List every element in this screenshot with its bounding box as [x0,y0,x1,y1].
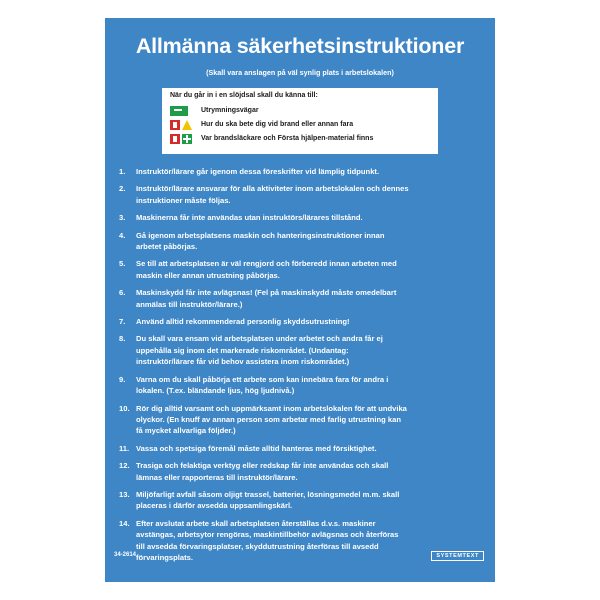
list-item: 11. Vassa och spetsiga föremål måste alltid hanteras med försiktighet. [119,443,377,453]
list-item: 2. Instruktör/lärare ansvarar för alla aktiviteter inom arbetslokalen och dennes instruktioner måste följas. [119,184,409,205]
list-item: 1. Instruktör/lärare går igenom dessa föreskrifter vid lämplig tidpunkt. [119,167,380,176]
info-box [162,88,438,154]
list-item: 14. Efter avslutat arbete skall arbetsplatsen återställas d.v.s. maskiner avstängas, arbetsytor rengöras, maskintillbehör avlägsnas och återföras till avsedda förvaringsplatser, skyddutrustning återföras till avsedd förvaringsplats. [119,518,399,562]
info-row-label: Var brandsläckare och Första hjälpen-material finns [201,135,374,142]
info-row-equipment [170,133,373,144]
first-aid-icon [182,134,192,144]
list-item: 3. Maskinerna får inte användas utan instruktörs/lärares tillstånd. [119,213,363,223]
warning-triangle-icon [182,120,192,130]
safety-sign [105,18,495,582]
info-row-label: Hur du ska bete dig vid brand eller annan fara [201,121,354,128]
sign-subtitle: (Skall vara anslagen på väl synlig plats i arbetslokalen) [206,68,394,77]
exit-sign-icon [170,106,188,116]
sign-title: Allmänna säkerhetsinstruktioner [135,34,465,58]
info-row-exits [170,105,259,116]
list-item: 7. Använd alltid rekommenderad personlig skyddsutrustning! [119,317,350,327]
list-item: 12. Trasiga och felaktiga verktyg eller redskap får inte användas och skall lämnas eller rapporteras till instruktör/lärare. [119,461,389,482]
brand-logo: SYSTEMTEXT [431,551,484,561]
list-item: 10. Rör dig alltid varsamt och uppmärksamt inom arbetslokalen för att undvika olyckor. (En knuff av annan person som arbetar med farlig utrustning kan få mycket allvarliga följder.) [119,403,407,436]
info-row-label: Utrymningsvägar [201,107,259,114]
instruction-list [119,166,409,569]
fire-hose-icon [170,134,180,144]
list-item: 8. Du skall vara ensam vid arbetsplatsen under arbetet och andra får ej uppehålla sig inom det markerade riskområdet. (Undantag: instruktör/lärare får vid behov assistera inom riskområdet.) [119,334,383,367]
list-item: 5. Se till att arbetsplatsen är väl rengjord och förberedd innan arbeten med maskin eller annan utrustning påbörjas. [119,259,397,280]
list-item: 6. Maskinskydd får inte avlägsnas! (Fel på maskinskydd måste omedelbart anmälas till instruktör/lärare.) [119,288,397,309]
list-item: 9. Varna om du skall påbörja ett arbete som kan innebära fara för andra i lokalen. (T.ex. bländande ljus, hög ljudnivå.) [119,374,389,396]
info-intro: När du går in i en slöjdsal skall du känna till: [170,92,318,99]
list-item: 13. Miljöfarligt avfall såsom oljigt trassel, batterier, lösningsmedel m.m. skall placeras i därför avsedda uppsamlingskärl. [119,489,400,511]
list-item: 4. Gå igenom arbetsplatsens maskin och hanteringsinstruktioner innan arbetet påbörjas. [119,230,385,252]
info-row-fire-danger [170,119,353,130]
product-code: 34-2614 [114,552,137,558]
fire-extinguisher-icon [170,120,180,130]
